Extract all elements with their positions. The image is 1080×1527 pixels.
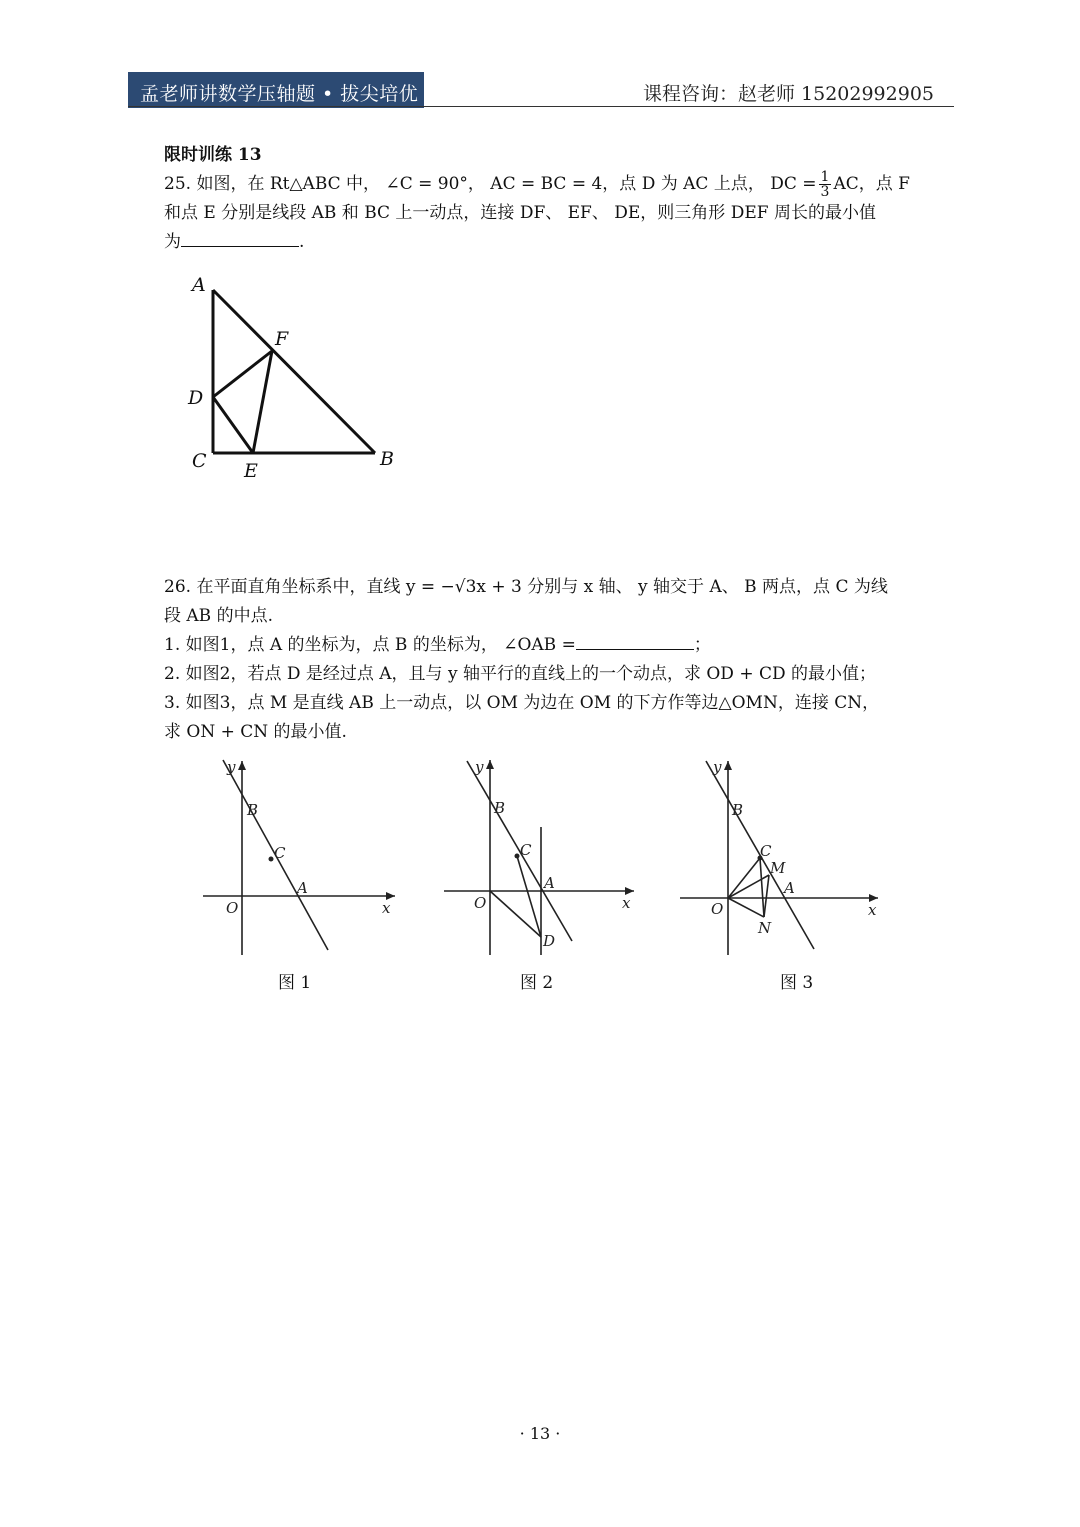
label-A: A [297, 879, 308, 897]
y-axis-arrow [486, 760, 494, 769]
label-B: B [494, 799, 506, 817]
label-D: D [188, 387, 204, 409]
label-C: C [192, 450, 207, 472]
problem-25-line-2: 和点 E 分别是线段 AB 和 BC 上一动点，连接 DF、 EF、 DE，则三角形 DEF 周长的最小值 [164, 203, 876, 223]
label-C: C [760, 842, 772, 860]
problem-26-line-1: 26. 在平面直角坐标系中，直线 y = −√3x + 3 分别与 x 轴、 y 轴交于 A、 B 两点，点 C 为线 [164, 577, 888, 597]
figure-1-caption: 图 1 [278, 973, 312, 993]
label-A: A [192, 274, 206, 296]
label-C: C [274, 844, 286, 862]
segment-OD [490, 891, 541, 937]
header-contact: 课程咨询：赵老师 15202992905 [642, 83, 934, 105]
header-title: 孟老师讲数学压轴题 • 拔尖培优 [140, 83, 419, 105]
label-C: C [520, 841, 532, 859]
problem-25 [164, 170, 924, 257]
problem-26-line-2: 段 AB 的中点. [164, 606, 273, 626]
label-B: B [247, 801, 259, 819]
problem-26-question-3-line-1: 3. 如图3，点 M 是直线 AB 上一动点，以 OM 为边在 OM 的下方作等边△OMN，连接 CN， [164, 693, 880, 713]
y-axis-arrow [724, 761, 732, 770]
label-B: B [732, 801, 744, 819]
problem-25-line-1: 25. 如图，在 Rt△ABC 中， ∠C = 90°， AC = BC = 4，点 D 为 AC 上点， DC = $\frac{1}{3}$ AC，点 F [164, 169, 910, 200]
label-O: O [226, 899, 239, 917]
figure-2 [438, 755, 648, 960]
segment-CN [760, 858, 764, 917]
problem-26-question-2: 2. 如图2，若点 D 是经过点 A，且与 y 轴平行的直线上的一个动点，求 OD + CD 的最小值； [164, 664, 877, 684]
header-divider [128, 106, 954, 107]
segment-OC [728, 858, 760, 898]
label-x: x [622, 894, 631, 912]
label-B: B [380, 448, 394, 470]
figure-1 [195, 755, 405, 960]
triangle-figure [180, 272, 410, 487]
figure-2-caption: 图 2 [520, 973, 554, 993]
label-O: O [474, 894, 487, 912]
label-M: M [770, 859, 786, 877]
label-y: y [713, 758, 722, 776]
label-y: y [227, 758, 236, 776]
label-y: y [475, 758, 484, 776]
fraction-one-third: $\frac{1}{3}$ [820, 169, 830, 200]
label-E: E [244, 460, 258, 482]
problem-26 [164, 573, 924, 747]
point-C [515, 854, 520, 859]
label-F: F [275, 328, 289, 350]
page-number: · 13 · [519, 1424, 561, 1443]
segment-FE [253, 351, 272, 453]
segment-MN [764, 875, 769, 917]
y-axis-arrow [238, 761, 246, 770]
label-x: x [382, 899, 391, 917]
problem-26-question-3-line-2: 求 ON + CN 的最小值. [164, 722, 347, 742]
label-D: D [543, 932, 556, 950]
label-A: A [544, 874, 555, 892]
answer-blank-26 [576, 631, 694, 650]
answer-blank-25 [181, 228, 299, 247]
point-C [269, 857, 274, 862]
label-A: A [784, 879, 795, 897]
problem-25-line-3: 为 . [164, 228, 924, 257]
segment-DF [213, 351, 272, 397]
label-N: N [758, 919, 772, 937]
section-title: 限时训练 13 [164, 145, 262, 165]
label-x: x [868, 901, 877, 919]
problem-26-question-1: 1. 如图1，点 A 的坐标为，点 B 的坐标为， ∠OAB = ； [164, 631, 924, 660]
segment-ON [728, 898, 764, 917]
segment-DE [213, 397, 253, 453]
label-O: O [711, 900, 724, 918]
figure-3-caption: 图 3 [780, 973, 814, 993]
figure-3 [672, 755, 884, 960]
